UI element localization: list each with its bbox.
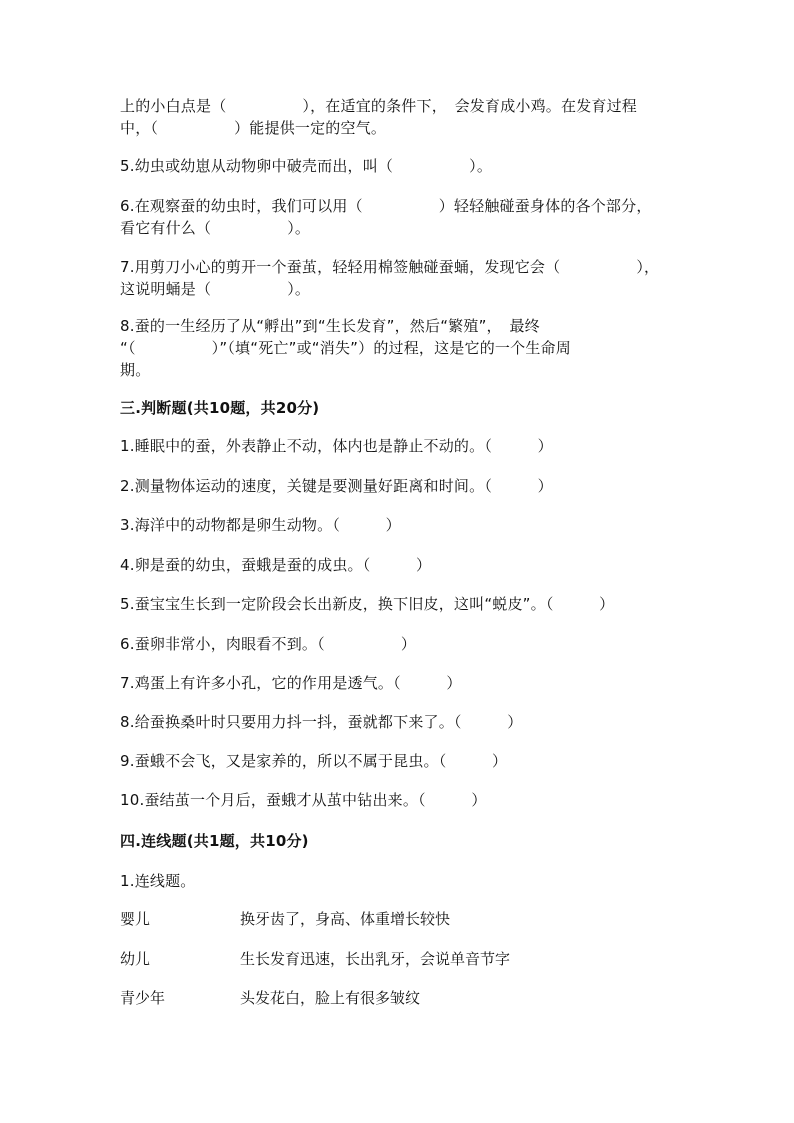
section-4-title: 四.连线题(共1题，共10分)	[120, 832, 309, 850]
match-label-infant[interactable]: 婴儿	[120, 910, 151, 928]
judge-item-4: 4.卵是蚕的幼虫，蚕蛾是蚕的成虫。（ ）	[120, 556, 432, 574]
judge-item-10: 10.蚕结茧一个月后，蚕蛾才从茧中钻出来。（ ）	[120, 791, 487, 809]
q8-line-3: 期。	[120, 361, 151, 379]
q5-text: 5.幼虫或幼崽从动物卵中破壳而出，叫（ ）。	[120, 157, 493, 175]
q7-line-1: 7.用剪刀小心的剪开一个蚕茧，轻轻用棉签触碰蚕蛹，发现它会（ ），	[120, 258, 660, 276]
q4-line-1: 上的小白点是（ ），在适宜的条件下， 会发育成小鸡。在发育过程	[120, 97, 638, 115]
q7-line-2: 这说明蛹是（ ）。	[120, 280, 311, 298]
q8-line-1: 8.蚕的一生经历了从“孵出”到“生长发育”，然后“繁殖”， 最终	[120, 317, 540, 335]
match-desc-1[interactable]: 换牙齿了，身高、体重增长较快	[240, 910, 451, 928]
judge-item-2: 2.测量物体运动的速度，关键是要测量好距离和时间。（ ）	[120, 477, 553, 495]
judge-item-3: 3.海洋中的动物都是卵生动物。（ ）	[120, 516, 401, 534]
match-label-toddler[interactable]: 幼儿	[120, 950, 151, 968]
judge-item-6: 6.蚕卵非常小，肉眼看不到。（ ）	[120, 635, 417, 653]
match-label-teen[interactable]: 青少年	[120, 989, 166, 1007]
judge-item-1: 1.睡眠中的蚕，外表静止不动，体内也是静止不动的。（ ）	[120, 437, 553, 455]
match-desc-2[interactable]: 生长发育迅速，长出乳牙，会说单音节字	[240, 950, 511, 968]
judge-item-9: 9.蚕蛾不会飞，又是家养的，所以不属于昆虫。（ ）	[120, 752, 508, 770]
match-question: 1.连线题。	[120, 872, 196, 890]
q4-line-2: 中，（ ）能提供一定的空气。	[120, 119, 387, 137]
judge-item-5: 5.蚕宝宝生长到一定阶段会长出新皮，换下旧皮，这叫“蜕皮”。（ ）	[120, 595, 615, 613]
q6-line-2: 看它有什么（ ）。	[120, 219, 311, 237]
q6-line-1: 6.在观察蚕的幼虫时，我们可以用（ ）轻轻触碰蚕身体的各个部分，	[120, 197, 652, 215]
match-desc-3[interactable]: 头发花白，脸上有很多皱纹	[240, 989, 421, 1007]
judge-item-7: 7.鸡蛋上有许多小孔，它的作用是透气。（ ）	[120, 674, 462, 692]
section-3-title: 三.判断题(共10题，共20分)	[120, 399, 320, 417]
judge-item-8: 8.给蚕换桑叶时只要用力抖一抖，蚕就都下来了。（ ）	[120, 713, 523, 731]
q8-line-2: “（ ）”（填“死亡”或“消失”）的过程，这是它的一个生命周	[120, 339, 571, 357]
